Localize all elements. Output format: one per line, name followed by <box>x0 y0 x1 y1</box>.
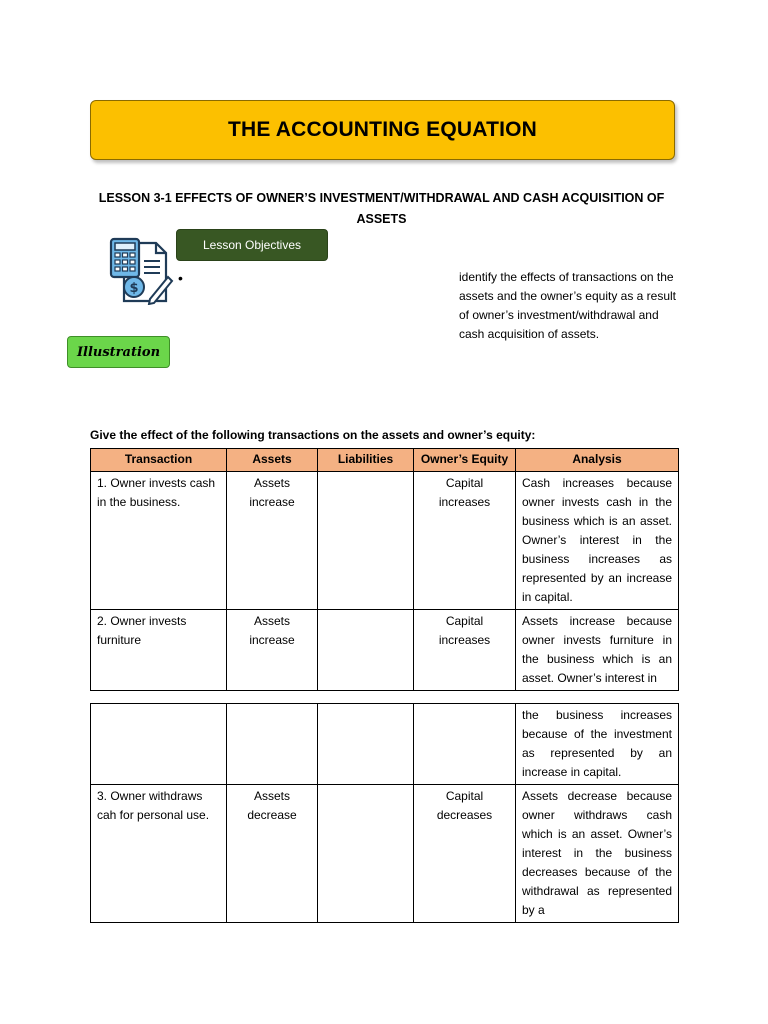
cell-analysis: Cash increases because owner invests cash in the business which is an asset. Owner’s interest in the business increases as represented by an increase in capital. <box>516 472 679 610</box>
instruction-text: Give the effect of the following transactions on the assets and owner’s equity: <box>90 428 536 442</box>
cell-equity: Capital increases <box>414 472 516 610</box>
cell-analysis: Assets increase because owner invests furniture in the business which is an asset. Owner’s interest in <box>516 610 679 691</box>
cell-liabilities <box>318 610 414 691</box>
table-row <box>91 610 679 691</box>
page-title: THE ACCOUNTING EQUATION <box>227 118 538 141</box>
cell-equity: Capital decreases <box>414 785 516 923</box>
cell-equity: Capital increases <box>414 610 516 691</box>
table-row <box>91 704 679 785</box>
header-assets: Assets <box>227 449 318 472</box>
illustration-button[interactable]: Illustration <box>67 336 170 368</box>
cell-liabilities <box>318 472 414 610</box>
cell-transaction: 1. Owner invests cash in the business. <box>91 472 227 610</box>
cell-assets: Assets decrease <box>227 785 318 923</box>
transactions-table-continued <box>90 703 679 923</box>
cell-analysis: Assets decrease because owner withdraws cash which is an asset. Owner’s interest in the business decreases because of the withdrawal as represented by a <box>516 785 679 923</box>
cell-analysis: the business increases because of the investment as represented by an increase in capital. <box>516 704 679 785</box>
bullet-dot: • <box>178 270 183 286</box>
header-transaction: Transaction <box>91 449 227 472</box>
calculator-document-icon <box>108 237 174 305</box>
cell-assets: Assets increase <box>227 472 318 610</box>
cell-assets <box>227 704 318 785</box>
cell-transaction <box>91 704 227 785</box>
header-owners-equity: Owner’s Equity <box>414 449 516 472</box>
svg-text:$: $ <box>129 281 139 296</box>
transactions-table <box>90 448 679 691</box>
lesson-heading: LESSON 3-1 EFFECTS OF OWNER’S INVESTMENT/WITHDRAWAL AND CASH ACQUISITION OF ASSETS <box>98 191 665 226</box>
table-header-row <box>91 449 679 472</box>
cell-assets: Assets increase <box>227 610 318 691</box>
lesson-objectives-button[interactable]: Lesson Objectives <box>176 229 328 261</box>
cell-liabilities <box>318 704 414 785</box>
header-analysis: Analysis <box>516 449 679 472</box>
title-banner <box>90 100 675 160</box>
table-row <box>91 785 679 923</box>
cell-transaction: 2. Owner invests furniture <box>91 610 227 691</box>
table-row <box>91 472 679 610</box>
cell-liabilities <box>318 785 414 923</box>
objective-text: identify the effects of transactions on the assets and the owner’s equity as a result of owner’s investment/withdrawal and cash acquisition of assets. <box>459 270 677 341</box>
header-liabilities: Liabilities <box>318 449 414 472</box>
cell-transaction: 3. Owner withdraws cah for personal use. <box>91 785 227 923</box>
cell-equity <box>414 704 516 785</box>
